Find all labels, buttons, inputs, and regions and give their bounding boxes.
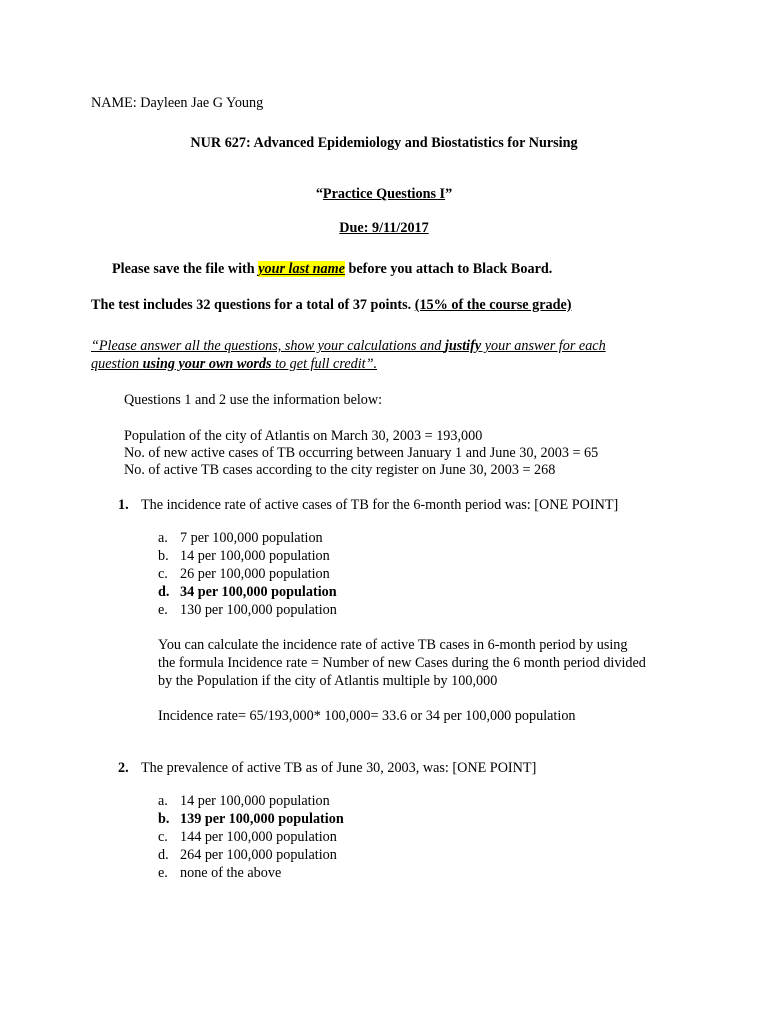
question-1-explanation-line-3: by the Population if the city of Atlantis multiple by 100,000 <box>158 673 498 689</box>
open-quote: “ <box>315 186 323 202</box>
question-1-option-a <box>158 529 323 547</box>
option-letter: b. <box>158 548 169 564</box>
question-1-number: 1. <box>118 497 129 513</box>
answer-instruction-line-2 <box>91 355 377 373</box>
close-quote: ” <box>445 186 453 202</box>
info-line-new-cases: No. of new active cases of TB occurring between January 1 and June 30, 2003 = 65 <box>124 445 599 461</box>
option-text: 26 per 100,000 population <box>180 566 330 582</box>
option-letter: d. <box>158 847 169 863</box>
question-1-option-c <box>158 565 330 583</box>
question-1-explanation-line-2: the formula Incidence rate = Number of new Cases during the 6 month period divided <box>158 655 646 671</box>
question-2-option-c <box>158 828 337 846</box>
question-2-option-e <box>158 864 281 882</box>
test-info-paren: (15% of the course grade) <box>414 297 572 313</box>
option-letter: c. <box>158 829 168 845</box>
save-instruction <box>112 260 552 278</box>
student-name: NAME: Dayleen Jae G Young <box>91 95 264 111</box>
option-letter: b. <box>158 811 170 827</box>
answer-instruction-line-1 <box>91 337 606 355</box>
option-text: 264 per 100,000 population <box>180 847 337 863</box>
test-info <box>91 296 572 314</box>
option-letter: d. <box>158 584 170 600</box>
question-1-text: The incidence rate of active cases of TB for the 6-month period was: [ONE POINT] <box>141 497 619 513</box>
option-letter: e. <box>158 602 168 618</box>
info-line-registered-cases: No. of active TB cases according to the city register on June 30, 2003 = 268 <box>124 462 556 478</box>
option-text: 144 per 100,000 population <box>180 829 337 845</box>
answer-line1-post: your answer for each <box>481 338 606 354</box>
question-2-option-d <box>158 846 337 864</box>
answer-line2-post: to get full credit”. <box>271 356 378 372</box>
answer-line2-bold: using your own words <box>142 356 272 372</box>
question-2 <box>118 759 536 777</box>
option-letter: e. <box>158 865 168 881</box>
save-instruction-highlight: your last name <box>258 261 345 277</box>
assignment-title-text: Practice Questions I <box>322 186 446 202</box>
save-instruction-pre: Please save the file with <box>112 261 259 277</box>
info-line-population: Population of the city of Atlantis on March 30, 2003 = 193,000 <box>124 428 483 444</box>
option-text: none of the above <box>180 865 282 881</box>
option-text: 130 per 100,000 population <box>180 602 337 618</box>
question-1 <box>118 496 618 514</box>
option-text: 139 per 100,000 population <box>180 811 344 827</box>
test-info-pre: The test includes 32 questions for a total of 37 points. <box>91 297 415 313</box>
answer-line1-pre: “Please answer all the questions, show your calculations and <box>91 338 445 354</box>
assignment-title <box>0 185 768 203</box>
option-letter: a. <box>158 793 168 809</box>
question-2-option-a <box>158 792 330 810</box>
question-1-option-d-selected <box>158 583 337 601</box>
answer-line2-pre: question <box>91 356 143 372</box>
due-date: Due: 9/11/2017 <box>339 220 429 236</box>
question-2-option-b-selected <box>158 810 344 828</box>
option-text: 14 per 100,000 population <box>180 793 330 809</box>
save-instruction-post: before you attach to Black Board. <box>344 261 553 277</box>
question-2-number: 2. <box>118 760 129 776</box>
option-text: 34 per 100,000 population <box>180 584 337 600</box>
course-title: NUR 627: Advanced Epidemiology and Biostatistics for Nursing <box>190 135 578 151</box>
question-2-text: The prevalence of active TB as of June 30, 2003, was: [ONE POINT] <box>141 760 537 776</box>
question-1-option-b <box>158 547 330 565</box>
answer-line1-bold: justify <box>444 338 482 354</box>
question-1-explanation-line-1: You can calculate the incidence rate of active TB cases in 6-month period by using <box>158 637 628 653</box>
question-1-calculation: Incidence rate= 65/193,000* 100,000= 33.6 or 34 per 100,000 population <box>158 708 576 724</box>
question-1-option-e <box>158 601 337 619</box>
option-text: 14 per 100,000 population <box>180 548 330 564</box>
option-letter: c. <box>158 566 168 582</box>
option-text: 7 per 100,000 population <box>180 530 323 546</box>
option-letter: a. <box>158 530 168 546</box>
info-intro: Questions 1 and 2 use the information below: <box>124 392 383 408</box>
